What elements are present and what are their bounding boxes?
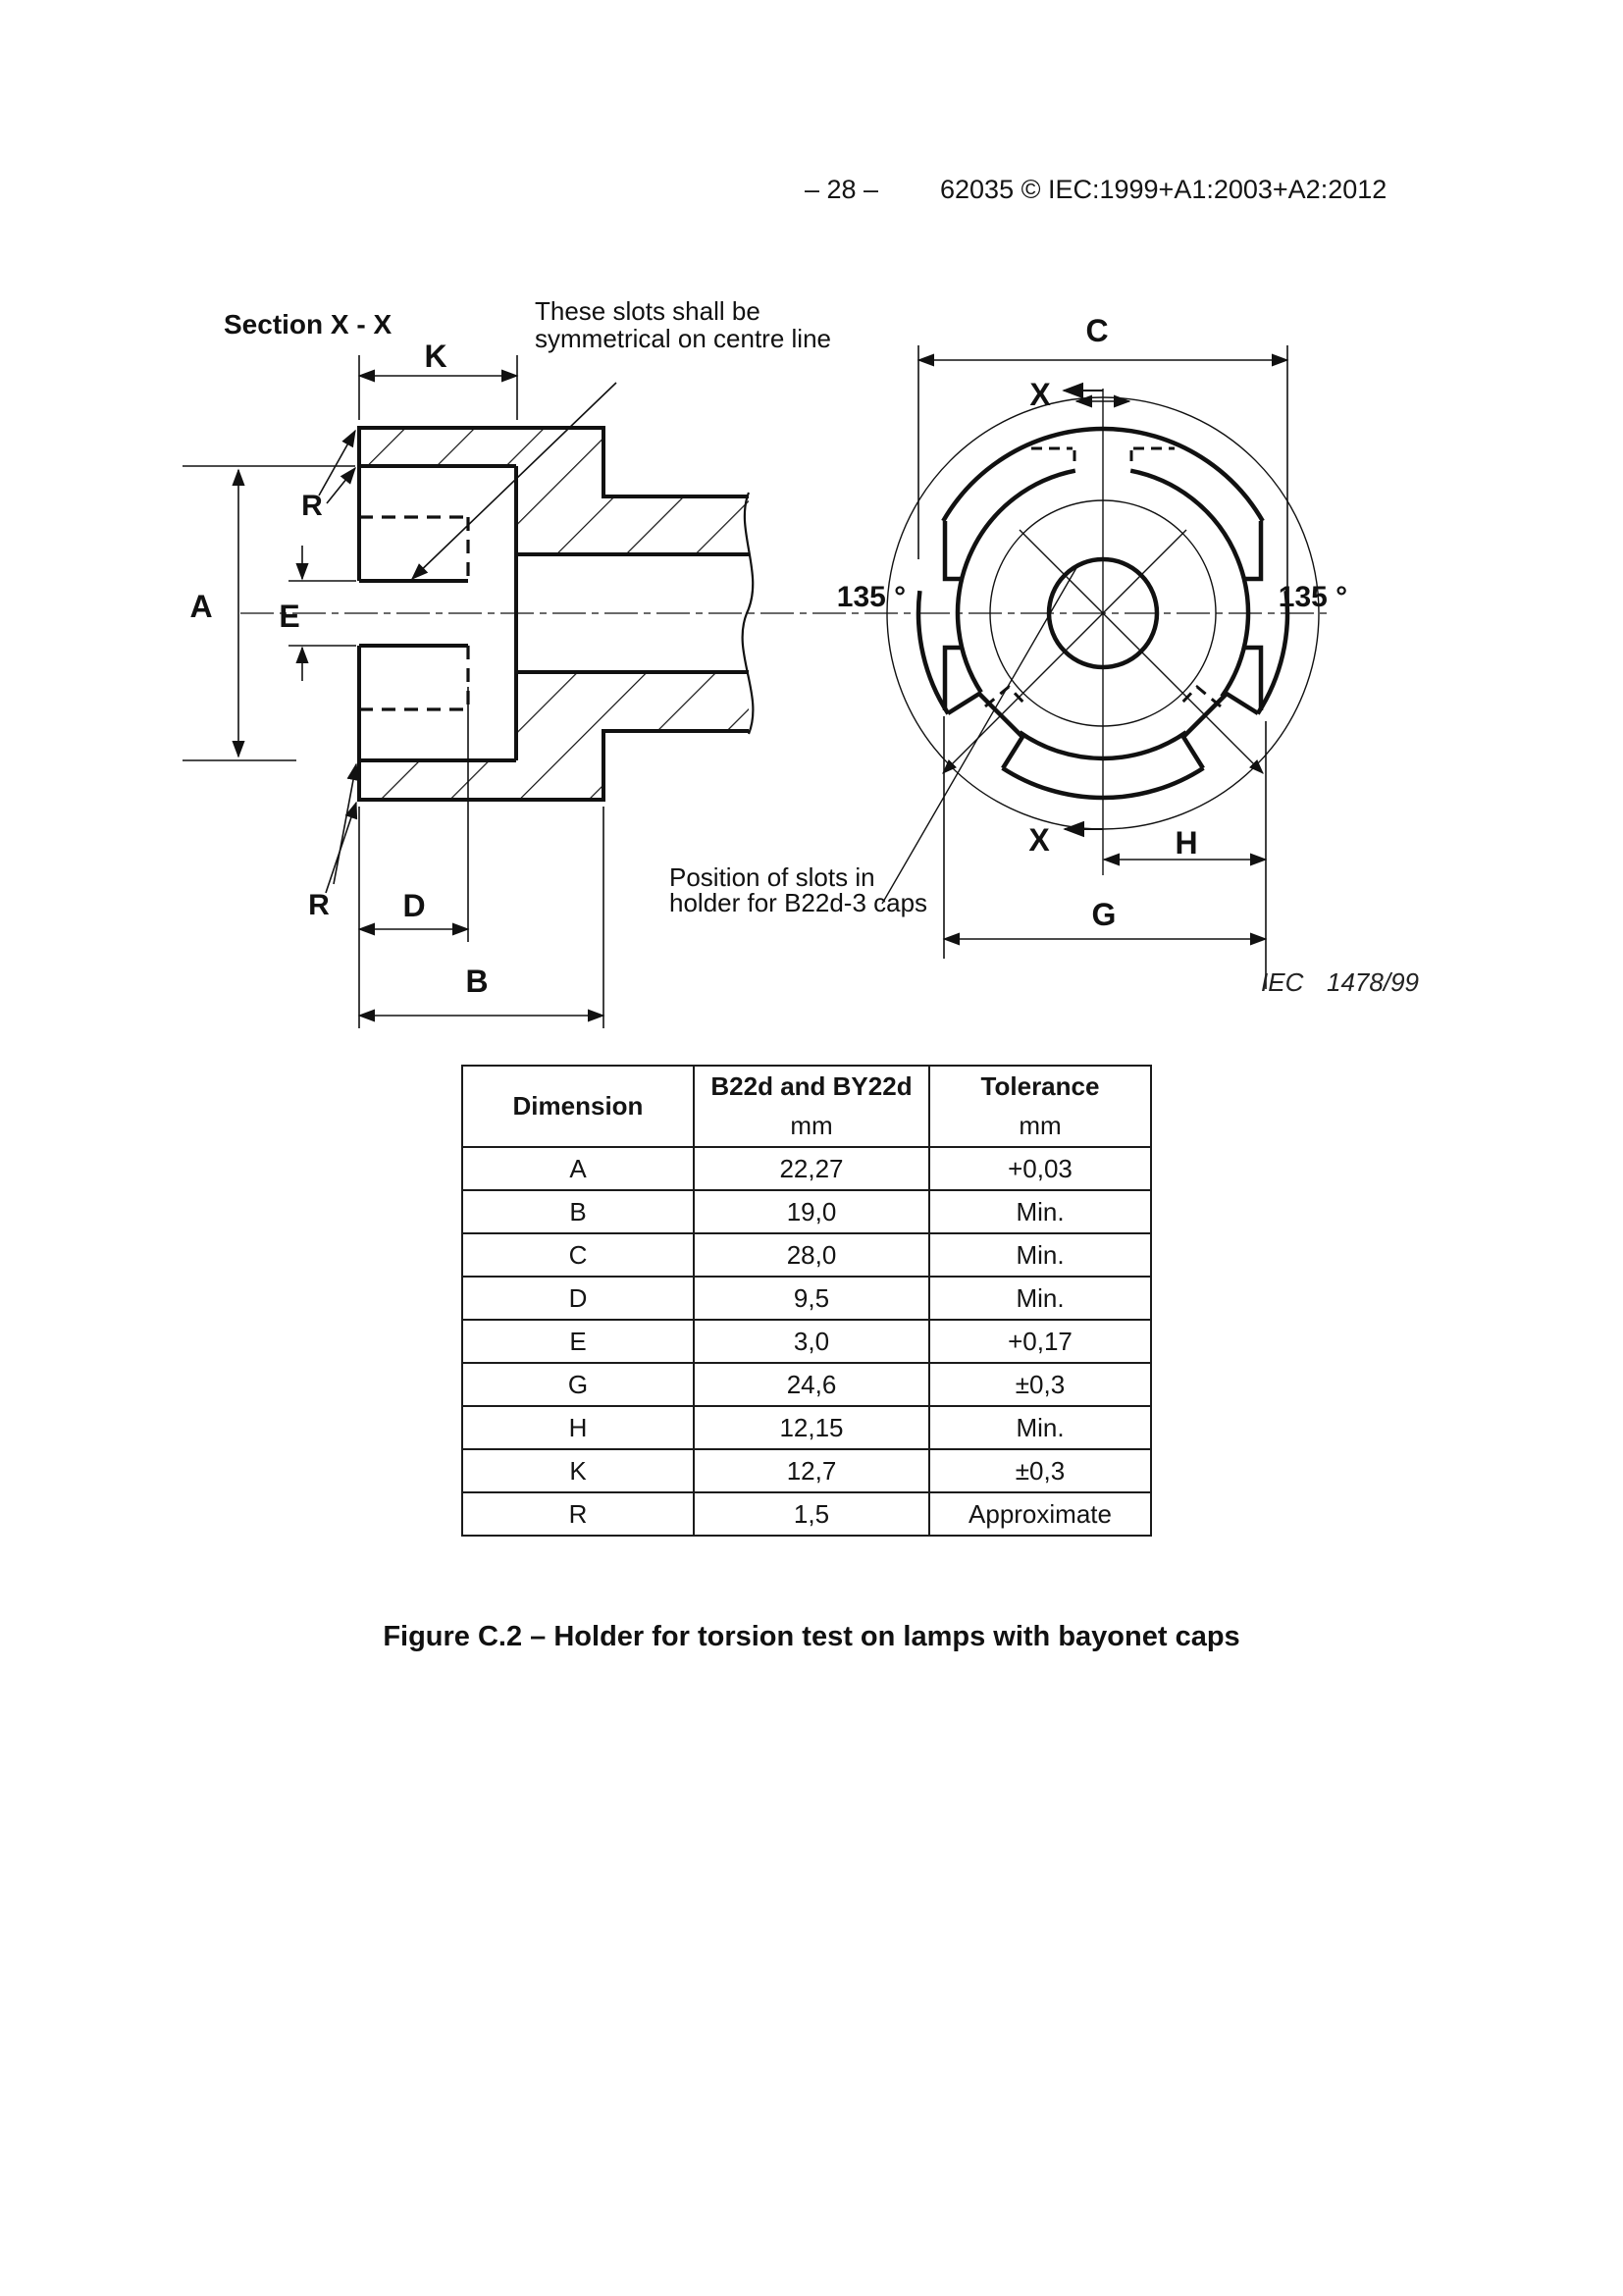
cell-dimension: K [462,1449,694,1492]
cell-dimension: E [462,1320,694,1363]
figure-caption: Figure C.2 – Holder for torsion test on lamps with bayonet caps [383,1621,1240,1652]
cell-tolerance: Min. [929,1233,1151,1277]
table-header-row [462,1066,1151,1147]
label-D: D [402,888,426,923]
cell-dimension: R [462,1492,694,1536]
cell-dimension: H [462,1406,694,1449]
table-row [462,1406,1151,1449]
cell-tolerance: +0,17 [929,1320,1151,1363]
radius-leaders-top [319,431,355,503]
label-A: A [189,589,213,624]
note-position-line2: holder for B22d-3 caps [669,888,928,917]
hatch-region-lower [359,672,749,800]
cell-tolerance: +0,03 [929,1147,1151,1190]
standard-reference: 62035 © IEC:1999+A1:2003+A2:2012 [940,175,1387,204]
label-K: K [424,339,447,374]
header-value: B22d and BY22d mm [694,1066,929,1147]
hatch-region-upper [359,428,749,554]
cell-value: 1,5 [694,1492,929,1536]
cell-value: 9,5 [694,1277,929,1320]
cell-tolerance: ±0,3 [929,1449,1151,1492]
label-X-top: X [1029,377,1051,412]
cell-tolerance: ±0,3 [929,1363,1151,1406]
cell-dimension: C [462,1233,694,1277]
cell-value: 24,6 [694,1363,929,1406]
label-B: B [465,964,489,999]
table-row [462,1277,1151,1320]
note-slots-line1: These slots shall be [535,296,760,326]
header-dimension: Dimension [462,1066,694,1147]
section-title: Section X - X [224,309,393,339]
header-tolerance: Tolerance mm [929,1066,1151,1147]
page-number: – 28 – [805,175,879,204]
table-row [462,1320,1151,1363]
figure-drawing [0,0,1623,1040]
note-slots-line2: symmetrical on centre line [535,324,831,353]
cell-tolerance: Min. [929,1277,1151,1320]
label-H: H [1175,825,1198,861]
cell-dimension: A [462,1147,694,1190]
cell-dimension: G [462,1363,694,1406]
label-X-bottom: X [1028,822,1050,858]
cell-value: 22,27 [694,1147,929,1190]
table-row [462,1449,1151,1492]
label-angle-right: 135 ° [1278,581,1348,613]
header-tolerance-unit: mm [1019,1111,1062,1140]
cell-tolerance: Approximate [929,1492,1151,1536]
dimension-table [461,1065,1152,1537]
label-R-bottom: R [308,889,330,921]
circular-view [882,345,1319,989]
cell-dimension: B [462,1190,694,1233]
iec-ref-org: IEC [1261,967,1304,997]
label-R-top: R [301,490,323,522]
cell-tolerance: Min. [929,1190,1151,1233]
cell-dimension: D [462,1277,694,1320]
note-position-line1: Position of slots in [669,862,875,892]
label-G: G [1091,897,1117,932]
iec-ref-number: 1478/99 [1327,967,1419,997]
table-row [462,1147,1151,1190]
label-C: C [1085,313,1109,348]
table-row [462,1363,1151,1406]
cell-value: 3,0 [694,1320,929,1363]
radius-leaders-bottom [326,764,356,893]
section-view [183,355,1327,1028]
cell-value: 12,7 [694,1449,929,1492]
header-value-unit: mm [790,1111,833,1140]
cell-value: 28,0 [694,1233,929,1277]
label-angle-left: 135 ° [836,581,907,613]
cell-tolerance: Min. [929,1406,1151,1449]
label-E: E [279,599,300,634]
cell-value: 19,0 [694,1190,929,1233]
table-row [462,1190,1151,1233]
table-row [462,1492,1151,1536]
cell-value: 12,15 [694,1406,929,1449]
table-row [462,1233,1151,1277]
